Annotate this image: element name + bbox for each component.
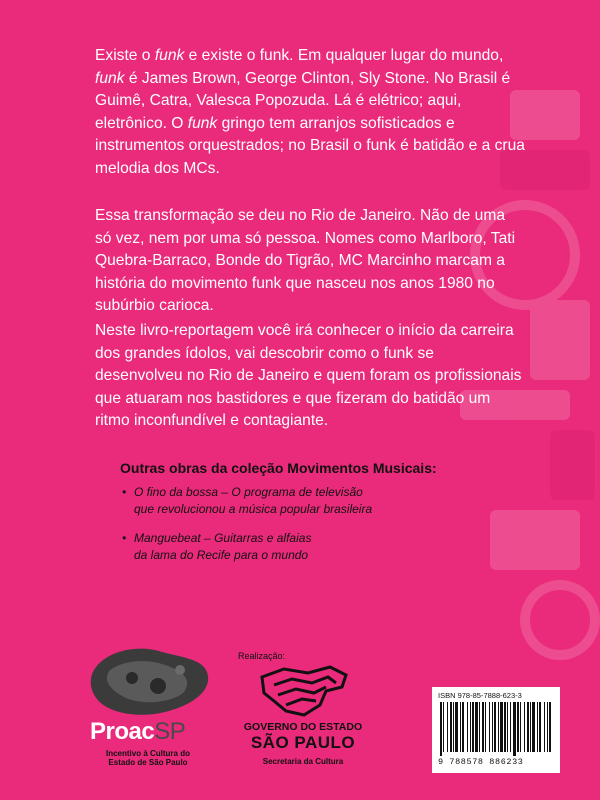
history-paragraph (95, 205, 525, 318)
other-works (120, 460, 510, 576)
sp-name: SP (154, 718, 186, 745)
book-description-paragraph (95, 320, 525, 433)
book-description-text: Neste livro-reportagem você irá conhecer o início da carreira dos grandes ídolos, vai descobrir como o funk se desenvolveu no Rio de Janeiro e quem foram os profissionais que atuaram nos bastidores e que fizeram do batidão um ritmo inconfundível e contagiante. (95, 322, 522, 429)
bullet-icon: • (122, 485, 127, 499)
isbn-label: ISBN 978-85-7888-623-3 (438, 691, 522, 700)
government-line-1: GOVERNO DO ESTADO (243, 721, 363, 733)
work-subtitle-line: da lama do Recife para o mundo (134, 548, 309, 562)
proac-smudge-icon (88, 640, 212, 720)
intro-paragraph (95, 45, 525, 180)
isbn-box (432, 687, 560, 773)
intro-text-1: Existe o (95, 47, 155, 64)
history-text: Essa transformação se deu no Rio de Janeiro. Não de uma só vez, nem por uma só pessoa. Nomes como Marlboro, Tati Quebra-Barraco, Bonde do Tigrão, MC Marcinho marcam a história do movimento funk que nasceu nos anos 1980 no subúrbio carioca. (95, 207, 516, 314)
funk-emphasis: funk (187, 114, 218, 132)
funk-emphasis: funk (95, 69, 125, 87)
list-item (120, 530, 510, 564)
barcode-icon (440, 702, 552, 756)
government-logo (238, 665, 368, 770)
work-title-line: Manguebeat – Guitarras e alfaias (134, 531, 312, 545)
intro-text-2: e existe o funk. Em qualquer lugar do mundo, (184, 47, 504, 64)
bullet-icon: • (122, 531, 127, 545)
intro-text-3: é James Brown, George Clinton, Sly Stone. No Brasil é Guimê, Catra, Valesca Popozuda. Lá é elétrico; aqui, eletrônico. O (95, 69, 511, 132)
proac-name: Proac (90, 718, 155, 745)
proac-sp-logo (80, 640, 220, 770)
other-works-list (120, 484, 510, 564)
government-line-3: Secretaria da Cultura (262, 757, 344, 766)
government-line-2: SÃO PAULO (250, 733, 356, 752)
work-subtitle-line: que revolucionou a música popular brasileira (134, 502, 373, 516)
realizacao-label: Realização: (238, 651, 286, 661)
sponsor-line-1: Incentivo à Cultura do (105, 749, 190, 758)
list-item (120, 484, 510, 518)
sao-paulo-map-icon (256, 665, 350, 719)
funk-emphasis: funk (154, 47, 185, 64)
proac-wordmark (90, 718, 185, 746)
isbn-digits: 9 788578 886233 (438, 757, 524, 767)
intro-text-4: gringo tem arranjos sofisticados e instrumentos orquestrados; no Brasil o funk é batidão e a crua melodia dos MCs. (95, 114, 525, 177)
other-works-heading: Outras obras da coleção Movimentos Musicais: (120, 460, 437, 476)
sponsor-line-2: Estado de São Paulo (108, 758, 188, 767)
work-title-line: O fino da bossa – O programa de televisão (134, 485, 363, 499)
